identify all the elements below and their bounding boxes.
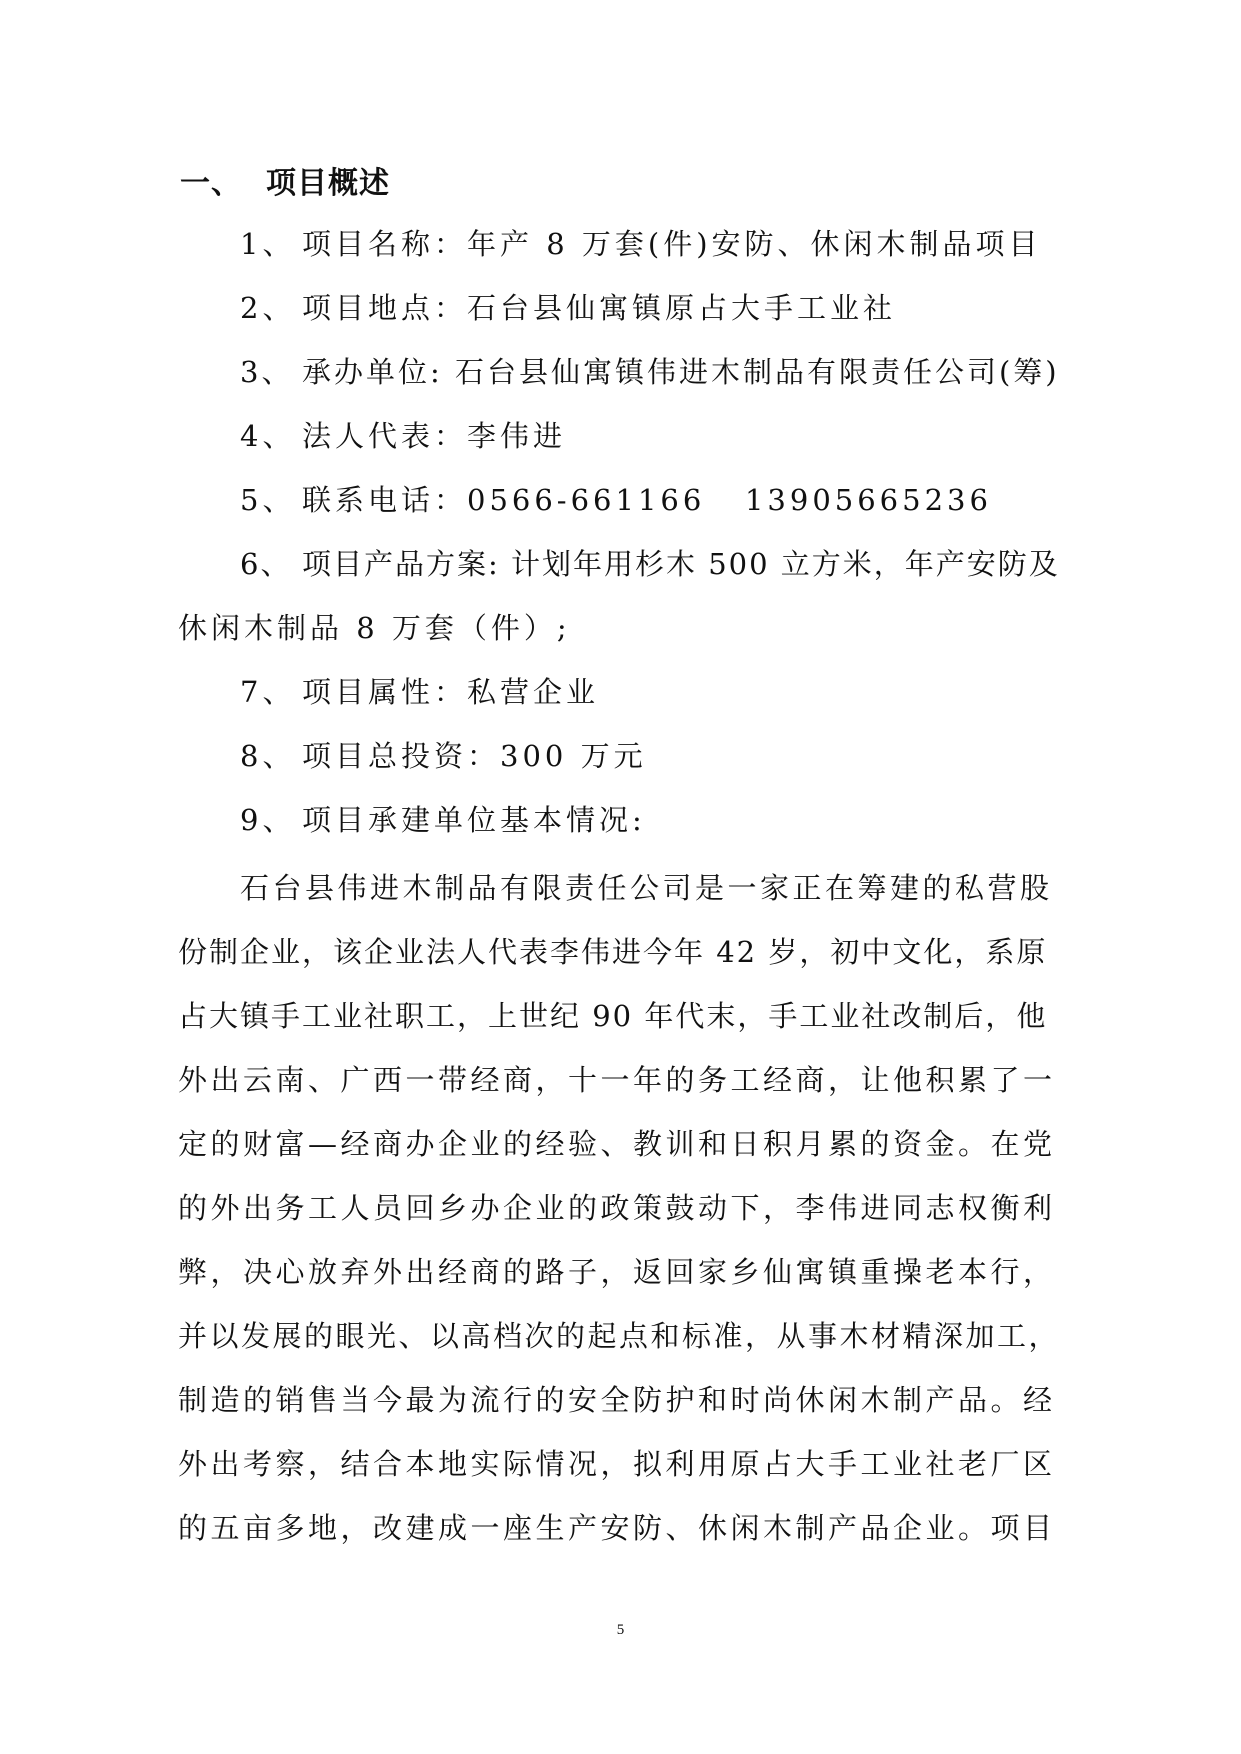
page-number: 5 [616,1622,625,1638]
item-text: 项目总投资：300 万元 [302,739,647,773]
list-item [240,802,646,838]
section-title: 项目概述 [266,166,390,201]
item-text: 项目地点：石台县仙寓镇原占大手工业社 [302,291,897,325]
item-text: 承办单位: 石台县仙寓镇伟进木制品有限责任公司(筹) [302,355,1060,389]
item-index: 7、 [240,675,296,709]
list-item [240,738,647,774]
list-item [240,674,599,710]
item-index: 1、 [240,227,296,261]
list-item-continuation [178,610,571,646]
list-item [240,354,1060,390]
item-text: 联系电话：0566-661166 13905665236 [302,483,992,517]
item-text: 休闲木制品 8 万套（件）; [178,611,571,645]
item-text: 项目承建单位基本情况: [302,803,646,837]
paragraph-line: 外出考察，结合本地实际情况，拟利用原占大手工业社老厂区 [178,1447,1056,1481]
item-index: 6、 [240,547,292,581]
list-item [240,418,566,454]
item-text: 法人代表：李伟进 [302,419,567,453]
item-index: 3、 [240,355,294,389]
paragraph-line: 并以发展的眼光、以高档次的起点和标准，从事木材精深加工， [178,1319,1061,1353]
list-item [240,546,1060,582]
paragraph-line: 份制企业，该企业法人代表李伟进今年 42 岁，初中文化，系原 [178,935,1048,969]
paragraph-line: 弊，决心放弃外出经商的路子，返回家乡仙寓镇重操老本行， [178,1255,1056,1289]
item-index: 2、 [240,291,296,325]
item-text: 项目属性：私营企业 [302,675,600,709]
paragraph-line: 的外出务工人员回乡办企业的政策鼓动下，李伟进同志权衡利 [178,1191,1056,1225]
paragraph-line: 外出云南、广西一带经商，十一年的务工经商，让他积累了一 [178,1063,1056,1097]
paragraph-line: 石台县伟进木制品有限责任公司是一家正在筹建的私营股 [240,871,1053,905]
item-index: 4、 [240,419,296,453]
item-index: 5、 [240,483,296,517]
list-item [240,482,992,518]
item-text: 项目名称：年产 8 万套(件)安防、休闲木制品项目 [302,227,1042,261]
item-text: 项目产品方案: 计划年用杉木 500 立方米，年产安防及 [302,547,1060,581]
paragraph-line: 的五亩多地，改建成一座生产安防、休闲木制产品企业。项目 [178,1511,1056,1545]
list-item [240,290,896,326]
paragraph-line: 占大镇手工业社职工，上世纪 90 年代末，手工业社改制后，他 [178,999,1048,1033]
section-heading [180,158,390,202]
item-index: 8、 [240,739,296,773]
section-number: 一、 [180,166,242,201]
item-index: 9、 [240,803,296,837]
paragraph-line: 制造的销售当今最为流行的安全防护和时尚休闲木制产品。经 [178,1383,1056,1417]
paragraph-line: 定的财富—经商办企业的经验、教训和日积月累的资金。在党 [178,1127,1056,1161]
list-item [240,226,1042,262]
